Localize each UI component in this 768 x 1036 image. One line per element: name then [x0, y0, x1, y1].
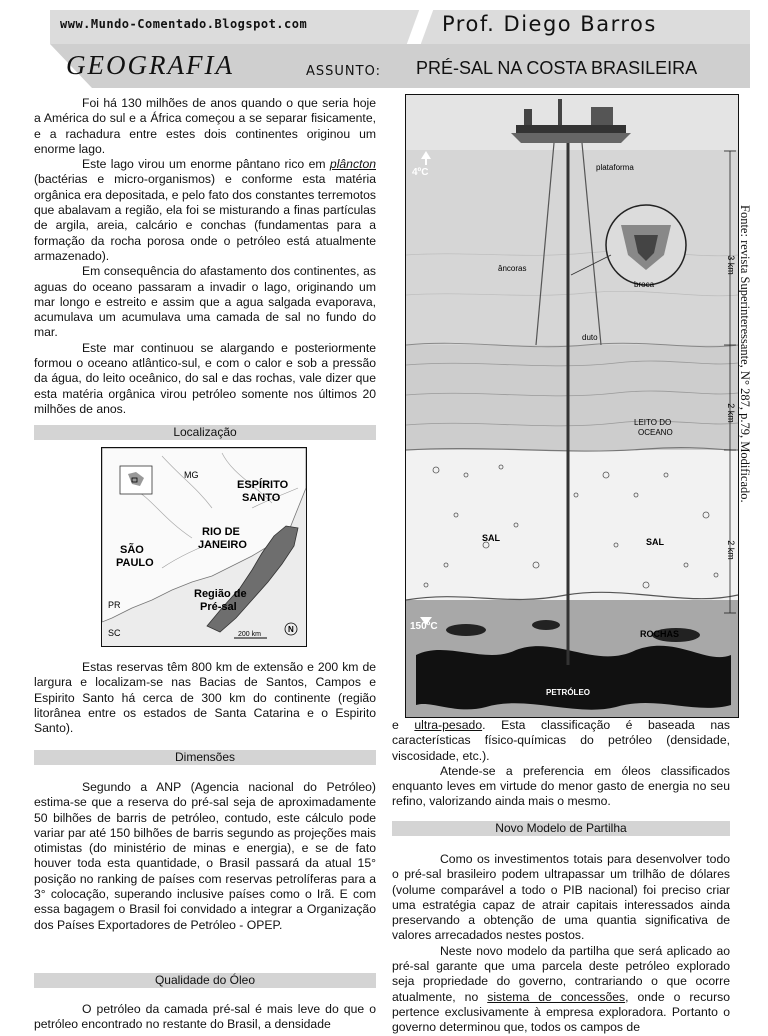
partilha-paragraph: Neste novo modelo da partilha que será aplicado ao pré-sal garante que uma parcela deste petróleo explorado seja propriedade do governo, contrariando o que ocorre atualmente, no sistema de concessões, onde o recurso pertence exclusivamente à empresa exploradora. Portanto o governo determinou que, todos os campos de [392, 943, 731, 1035]
qualidade-paragraph: O petróleo da camada pré-sal é mais leve do que o petróleo encontrado no restante do Brasil, a densidade [34, 1002, 376, 1032]
map-label-es: SANTO [242, 492, 281, 504]
label-temp-bottom: 150ºC [410, 621, 438, 632]
partilha-paragraph: Como os investimentos totais para desenvolver todo o pré-sal brasileiro podem ultrapassar um trilhão de dólares (volume comparável a todo o PIB nacional) foi preciso criar uma estratégia capaz de atrair capitais interessados ainda preservando a obtenção de uma quantia significativa de valores arrecadados nestes postos. [392, 852, 730, 943]
section-title-dimensoes: Dimensões [34, 750, 376, 765]
dimensoes-text [34, 780, 376, 933]
map-label-es: ESPÍRITO [237, 479, 289, 491]
label-ancoras: âncoras [498, 264, 527, 273]
label-sal-left: SAL [482, 533, 500, 543]
qualidade-continued-paragraph: Atende-se a preferencia em óleos classificados enquanto leves em virtude do menor gasto de energia no seu refino, valorizando ainda mais o mesmo. [392, 763, 730, 809]
section-title-localizacao: Localização [34, 425, 376, 440]
label-temp-top: 4ºC [412, 167, 429, 178]
map-label-region: Pré-sal [200, 601, 237, 613]
label-depth-3: 2 km [726, 540, 736, 560]
qualidade-text [34, 1002, 376, 1033]
intro-paragraph: Este lago virou um enorme pântano rico em plâncton (bactérias e micro-organismos) e conforme esta matéria orgânica era depositada, e pelo fato dos constantes terremotos que abalavam a região, ela foi se misturando a finas partículas de argila, areia, calcário e conchas (fundamentas para a formação da rocha porosa onde o petróleo está atualmente armazenado). [34, 157, 376, 263]
label-duto: duto [582, 333, 598, 342]
localizacao-text [34, 660, 376, 736]
partilha-text [392, 852, 730, 1036]
map-label-region: Região de [194, 588, 247, 600]
qualidade-continued-paragraph: e ultra-pesado. Esta classificação é baseada nas características físico-químicas do petróleo (densidade, viscosidade, etc.). [392, 718, 731, 763]
section-title-partilha: Novo Modelo de Partilha [392, 821, 730, 836]
dimensoes-paragraph: Segundo a ANP (Agencia nacional do Petróleo) estima-se que a reserva do pré-sal seja de aproximadamente 50 bilhões de barris de petróleo, contudo, este cálculo pode variar par até 150 bilhões de barris segundo as projeções mais otimistas (do ministério de minas e energia), e se de fato houver toda esta quantidade, o Brasil passará da atual 15° posição no ranking de países com reservas petrolíferas para a 3° colocação, superando inclusive países como o Irã. E com essa bagagem o Brasil foi convidado a integrar a Organização dos Países Exportadores de Petróleo - OPEP. [34, 780, 376, 932]
label-leito: LEITO DO [634, 418, 672, 427]
map-label-sp: PAULO [116, 557, 154, 569]
label-plataforma: plataforma [596, 163, 634, 172]
label-leito: OCEANO [638, 428, 673, 437]
label-broca: broca [634, 280, 655, 289]
subject-title: PRÉ-SAL NA COSTA BRASILEIRA [416, 58, 698, 78]
intro-text [34, 96, 376, 417]
label-depth-2: 2 km [726, 403, 736, 423]
pre-sal-cross-section-figure [405, 94, 739, 718]
map-label-rj: JANEIRO [198, 539, 247, 551]
north-icon: N [288, 625, 294, 634]
intro-paragraph: Em consequência do afastamento dos continentes, as aguas do oceano passaram a invadir o lago, originando um mar longo e estreito e assim que a agua salgada evaporava, acumulava um acumulava uma camada de sal no fundo do mar. [34, 264, 376, 340]
discipline-title: GEOGRAFIA [66, 50, 234, 80]
intro-paragraph: Foi há 130 milhões de anos quando o que seria hoje a América do sul e a África começou a se separar fisicamente, e a rachadura entre estes dois continentes originou um enorme lago. [34, 96, 376, 156]
section-title-qualidade: Qualidade do Óleo [34, 973, 376, 988]
figure-source-credit: Fonte: revista Superinteressante, N° 287, p.79, Modificado. [738, 205, 752, 503]
label-sal-right: SAL [646, 537, 664, 547]
map-label-mg: MG [184, 470, 199, 480]
label-depth-1: 3 km [726, 255, 736, 275]
localizacao-paragraph: Estas reservas têm 800 km de extensão e 200 km de largura e localizam-se nas Bacias de Santos, Campos e Espirito Santo há cerca de 300 km do continente (região litorânea entre os estados de Santa Catarina e o Espirito Santo). [34, 660, 376, 736]
author-name: Prof. Diego Barros [442, 12, 657, 36]
map-label-sp: SÃO [120, 544, 144, 556]
qualidade-continued-text [392, 718, 730, 810]
map-label-sc: SC [108, 628, 121, 638]
map-scale: 200 km [238, 631, 261, 638]
location-map [101, 447, 307, 647]
label-petroleo: PETRÓLEO [546, 688, 591, 697]
site-url: www.Mundo-Comentado.Blogspot.com [60, 17, 308, 31]
intro-paragraph: Este mar continuou se alargando e posteriormente formou o oceano atlântico-sul, e com o calor e sob a pressão da água, do leito oceânico, do sal e das rochas, vale dizer que esta matéria orgânica virou petróleo somente nos últimos 20 milhões de anos. [34, 340, 376, 416]
map-label-pr: PR [108, 600, 121, 610]
subject-label: ASSUNTO: [306, 64, 381, 79]
map-label-rj: RIO DE [202, 526, 240, 538]
label-rochas: ROCHAS [640, 629, 680, 639]
